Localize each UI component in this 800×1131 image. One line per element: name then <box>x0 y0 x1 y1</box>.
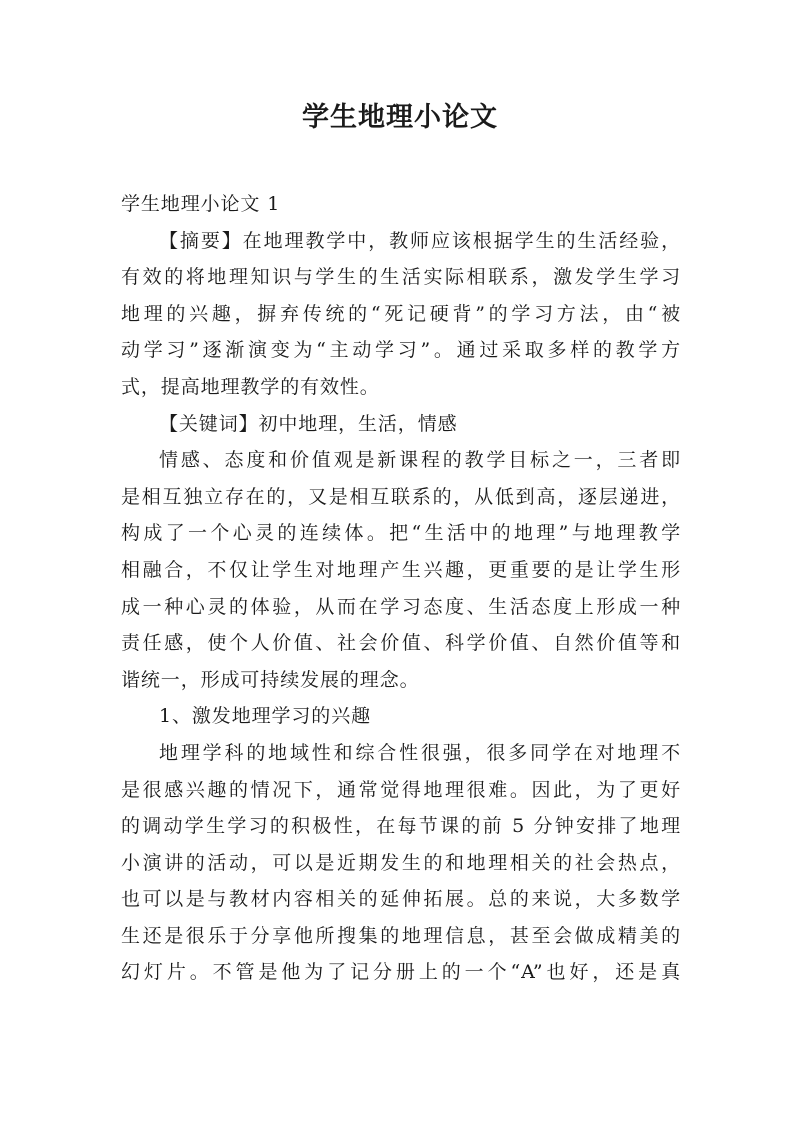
text-line: 学生地理小论文 1 <box>121 193 281 215</box>
document-body <box>121 186 681 991</box>
text-line: 【关键词】初中地理，生活，情感 <box>159 412 458 435</box>
text-line: 责任感，使个人价值、社会价值、科学价值、自然价值等和 <box>121 632 681 655</box>
text-line: 幻灯片。不管是他为了记分册上的一个“A”也好，还是真 <box>121 961 681 984</box>
text-line: 成一种心灵的体验，从而在学习态度、生活态度上形成一种 <box>121 595 681 618</box>
text-line: 的调动学生学习的积极性，在每节课的前 5 分钟安排了地理 <box>121 815 681 838</box>
text-line: 也可以是与教材内容相关的延伸拓展。总的来说，大多数学 <box>121 888 681 911</box>
text-line: 【摘要】在地理教学中，教师应该根据学生的生活经验， <box>159 229 681 252</box>
text-line: 构成了一个心灵的连续体。把“生活中的地理”与地理教学 <box>121 522 681 545</box>
text-line: 有效的将地理知识与学生的生活实际相联系，激发学生学习 <box>121 266 681 289</box>
text-line: 式，提高地理教学的有效性。 <box>121 375 380 398</box>
document-title: 学生地理小论文 <box>302 102 498 133</box>
text-line: 情感、态度和价值观是新课程的教学目标之一，三者即 <box>159 449 681 472</box>
text-line: 地理学科的地域性和综合性很强，很多同学在对地理不 <box>159 741 681 764</box>
text-line: 是相互独立存在的，又是相互联系的，从低到高，逐层递进， <box>121 485 681 508</box>
text-line: 是很感兴趣的情况下，通常觉得地理很难。因此，为了更好 <box>121 778 681 801</box>
text-line: 谐统一，形成可持续发展的理念。 <box>121 668 420 691</box>
text-line: 相融合，不仅让学生对地理产生兴趣，更重要的是让学生形 <box>121 558 681 581</box>
text-line: 地理的兴趣，摒弃传统的“死记硬背”的学习方法，由“被 <box>121 302 681 325</box>
text-line: 1、激发地理学习的兴趣 <box>159 705 371 728</box>
text-line: 动学习”逐渐演变为“主动学习”。通过采取多样的教学方 <box>121 339 681 362</box>
text-line: 小演讲的活动，可以是近期发生的和地理相关的社会热点， <box>121 851 681 874</box>
text-line: 生还是很乐于分享他所搜集的地理信息，甚至会做成精美的 <box>121 924 681 947</box>
